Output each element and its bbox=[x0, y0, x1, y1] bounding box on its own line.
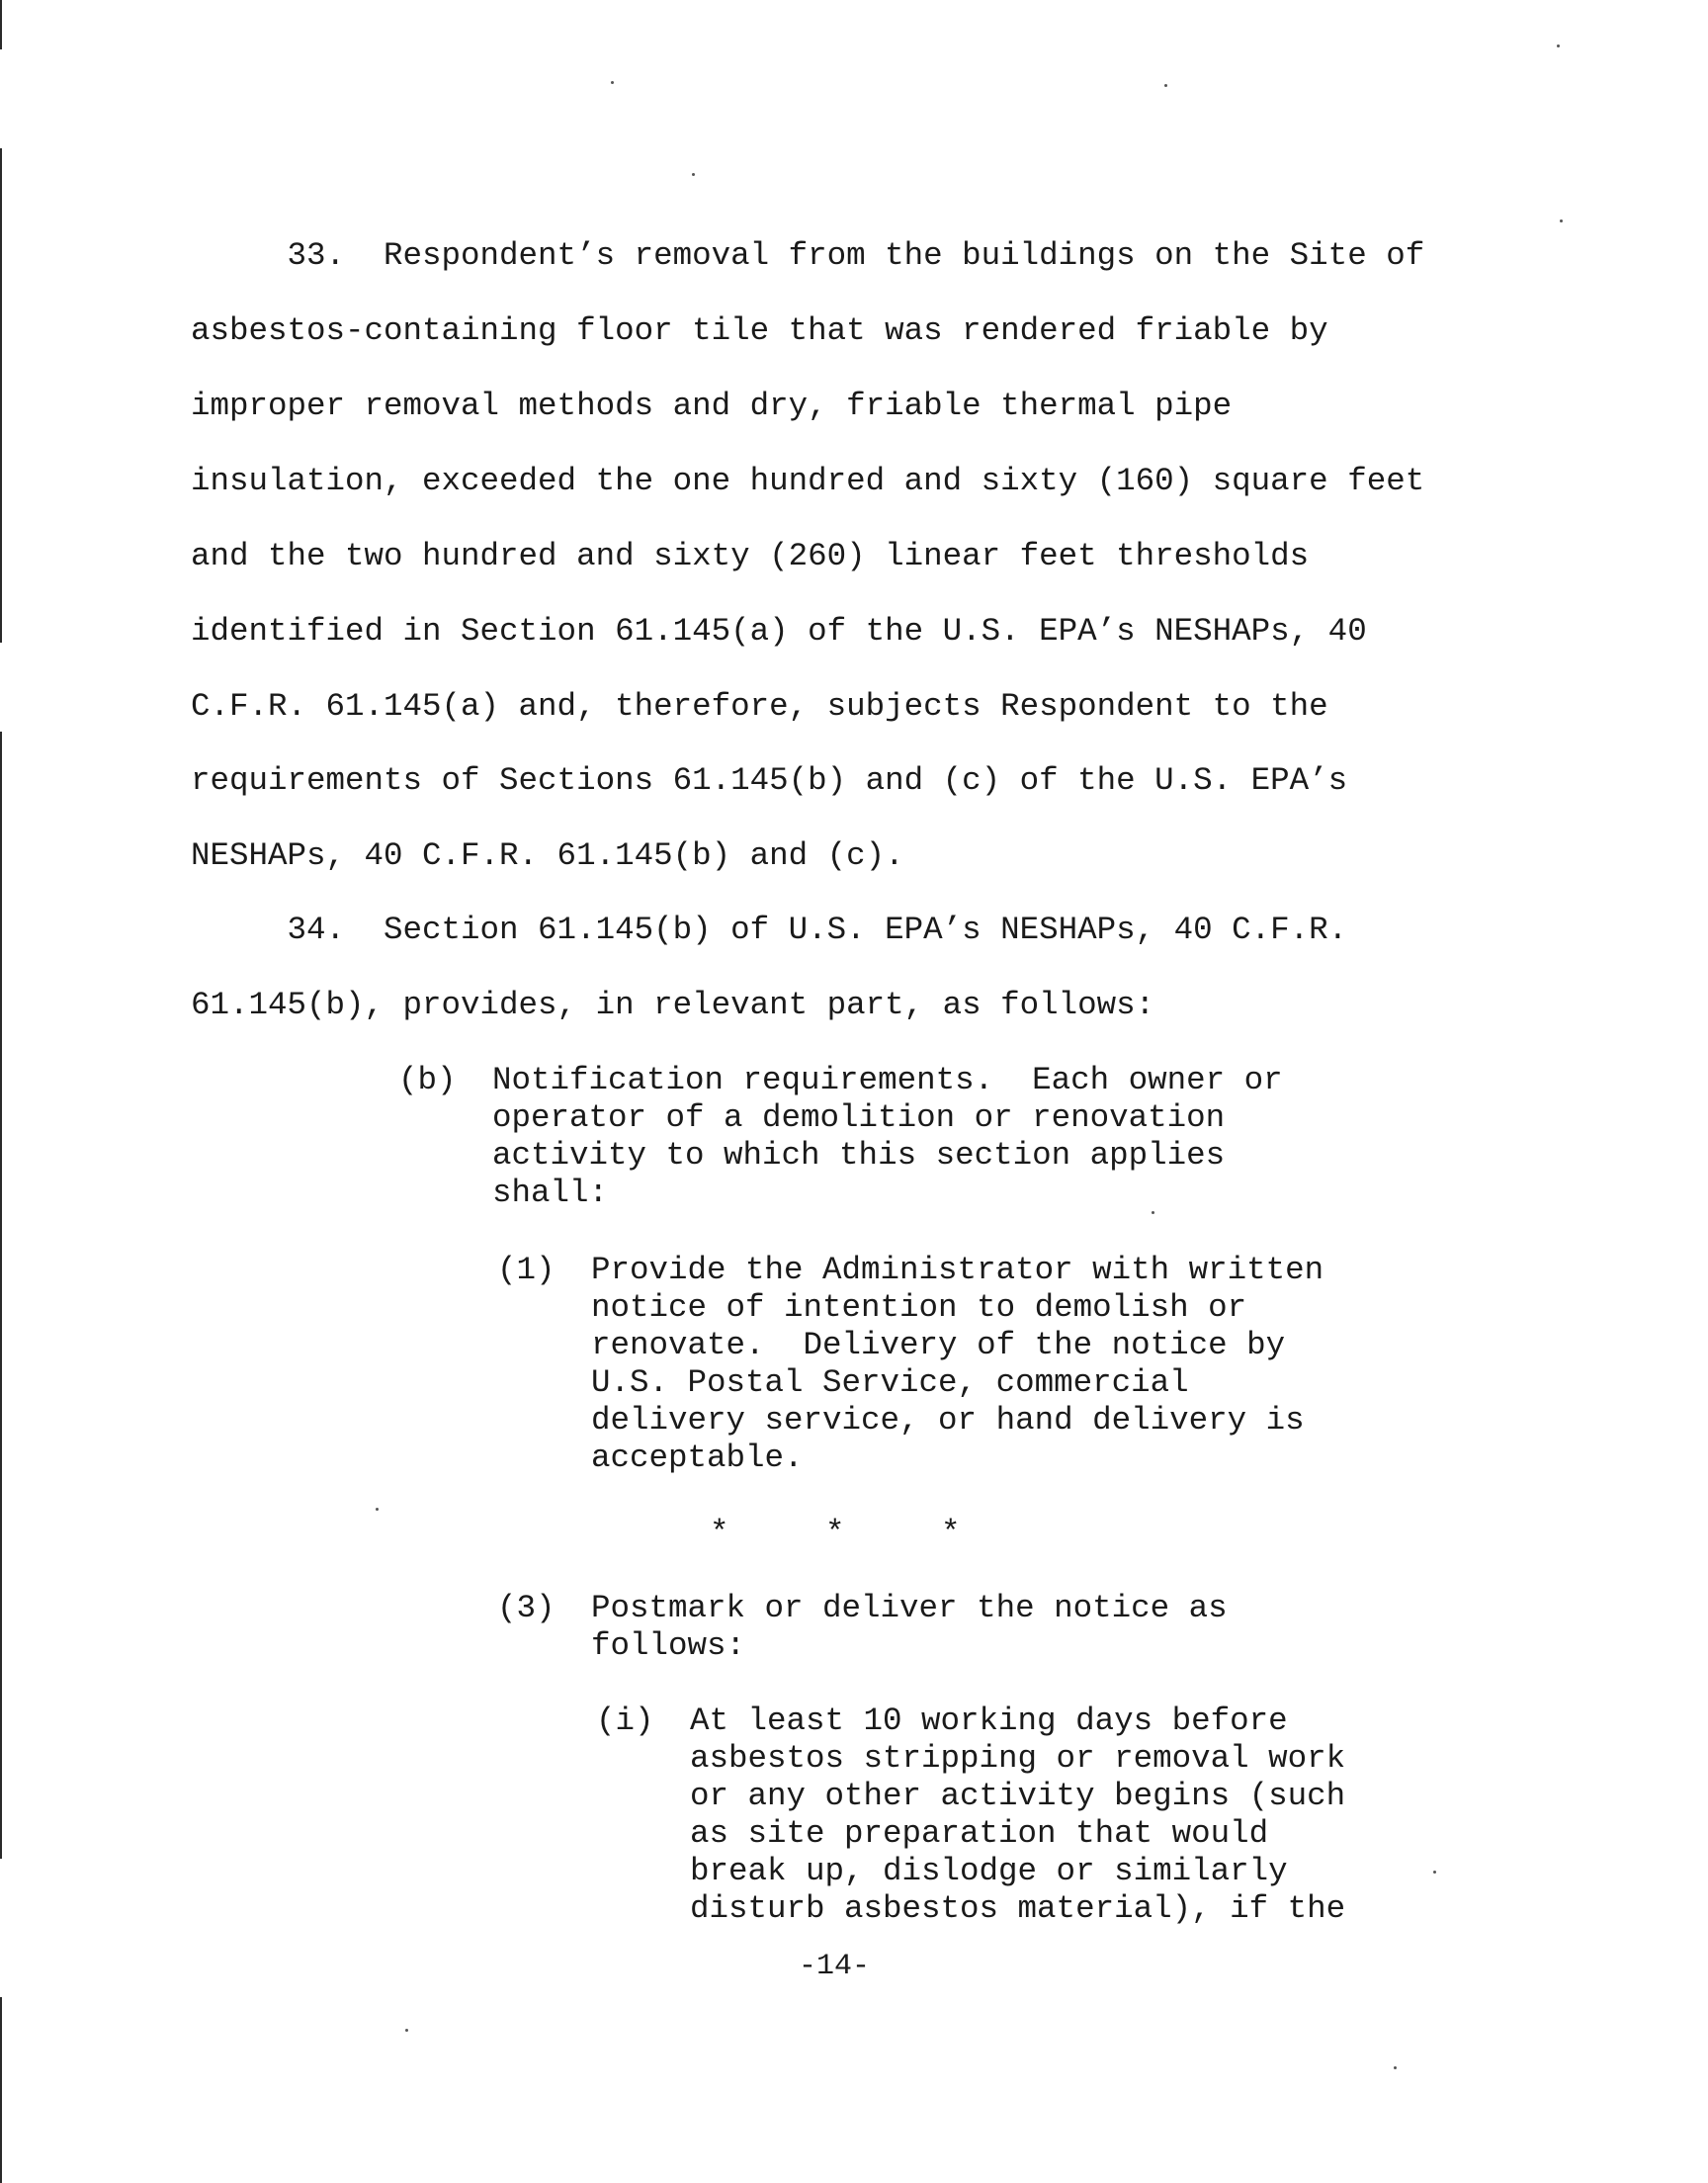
paragraph-33-line: asbestos-containing floor tile that was rendered friable by bbox=[191, 312, 1328, 349]
quote-i-line: disturb asbestos material), if the bbox=[690, 1890, 1346, 1927]
scan-speck bbox=[1164, 84, 1167, 87]
scan-speck bbox=[376, 1508, 379, 1511]
quote-b-line: operator of a demolition or renovation bbox=[492, 1099, 1226, 1136]
quote-1-line: delivery service, or hand delivery is bbox=[591, 1402, 1305, 1439]
scan-speck bbox=[1560, 219, 1563, 222]
quote-i-marker: (i) bbox=[596, 1703, 654, 1739]
paragraph-33-line: 33. Respondent’s removal from the buildings on the Site of bbox=[191, 237, 1425, 274]
quote-3-line: Postmark or deliver the notice as bbox=[591, 1590, 1228, 1626]
scan-speck bbox=[1433, 1871, 1436, 1874]
quote-1-line: renovate. Delivery of the notice by bbox=[591, 1327, 1286, 1363]
paragraph-33-line: identified in Section 61.145(a) of the U.S. EPA’s NESHAPs, 40 bbox=[191, 613, 1367, 650]
scan-edge-mark bbox=[0, 1997, 2, 2183]
quote-i-line: or any other activity begins (such bbox=[690, 1778, 1346, 1814]
quote-i-line: At least 10 working days before bbox=[690, 1703, 1288, 1739]
scan-speck bbox=[692, 173, 695, 176]
quote-i-line: as site preparation that would bbox=[690, 1815, 1269, 1852]
scan-edge-mark bbox=[0, 0, 2, 49]
scan-speck bbox=[1557, 44, 1560, 47]
quote-b-line: activity to which this section applies bbox=[492, 1137, 1226, 1174]
paragraph-33-line: and the two hundred and sixty (260) linear feet thresholds bbox=[191, 538, 1310, 574]
scan-edge-mark bbox=[0, 148, 2, 643]
omission-asterisks: * * * bbox=[710, 1515, 961, 1551]
scan-speck bbox=[1152, 1211, 1154, 1214]
paragraph-33-line: NESHAPs, 40 C.F.R. 61.145(b) and (c). bbox=[191, 837, 904, 874]
quote-3-marker: (3) bbox=[497, 1590, 555, 1626]
scan-speck bbox=[405, 2029, 408, 2032]
quote-b-marker: (b) bbox=[398, 1062, 457, 1098]
paragraph-33-line: insulation, exceeded the one hundred and sixty (160) square feet bbox=[191, 463, 1425, 499]
quote-1-marker: (1) bbox=[497, 1252, 555, 1288]
paragraph-33-line: C.F.R. 61.145(a) and, therefore, subjects Respondent to the bbox=[191, 688, 1328, 725]
quote-1-line: Provide the Administrator with written bbox=[591, 1252, 1324, 1288]
quote-1-line: U.S. Postal Service, commercial bbox=[591, 1364, 1189, 1401]
paragraph-33-line: requirements of Sections 61.145(b) and (c) of the U.S. EPA’s bbox=[191, 762, 1348, 799]
quote-i-line: break up, dislodge or similarly bbox=[690, 1853, 1288, 1889]
quote-1-line: notice of intention to demolish or bbox=[591, 1289, 1247, 1326]
paragraph-33-line: improper removal methods and dry, friable thermal pipe bbox=[191, 388, 1233, 424]
quote-i-line: asbestos stripping or removal work bbox=[690, 1740, 1346, 1777]
quote-b-line: shall: bbox=[492, 1175, 609, 1211]
quote-b-line: Notification requirements. Each owner or bbox=[492, 1062, 1283, 1098]
page-number: -14- bbox=[799, 1950, 871, 1983]
quote-3-line: follows: bbox=[591, 1627, 746, 1664]
scan-speck bbox=[1394, 2066, 1397, 2069]
scan-speck bbox=[611, 81, 614, 84]
scan-edge-mark bbox=[0, 732, 2, 1859]
quote-1-line: acceptable. bbox=[591, 1440, 804, 1476]
paragraph-34-line: 34. Section 61.145(b) of U.S. EPA’s NESHAPs, 40 C.F.R. bbox=[191, 912, 1348, 948]
paragraph-34-line: 61.145(b), provides, in relevant part, as follows: bbox=[191, 987, 1155, 1023]
